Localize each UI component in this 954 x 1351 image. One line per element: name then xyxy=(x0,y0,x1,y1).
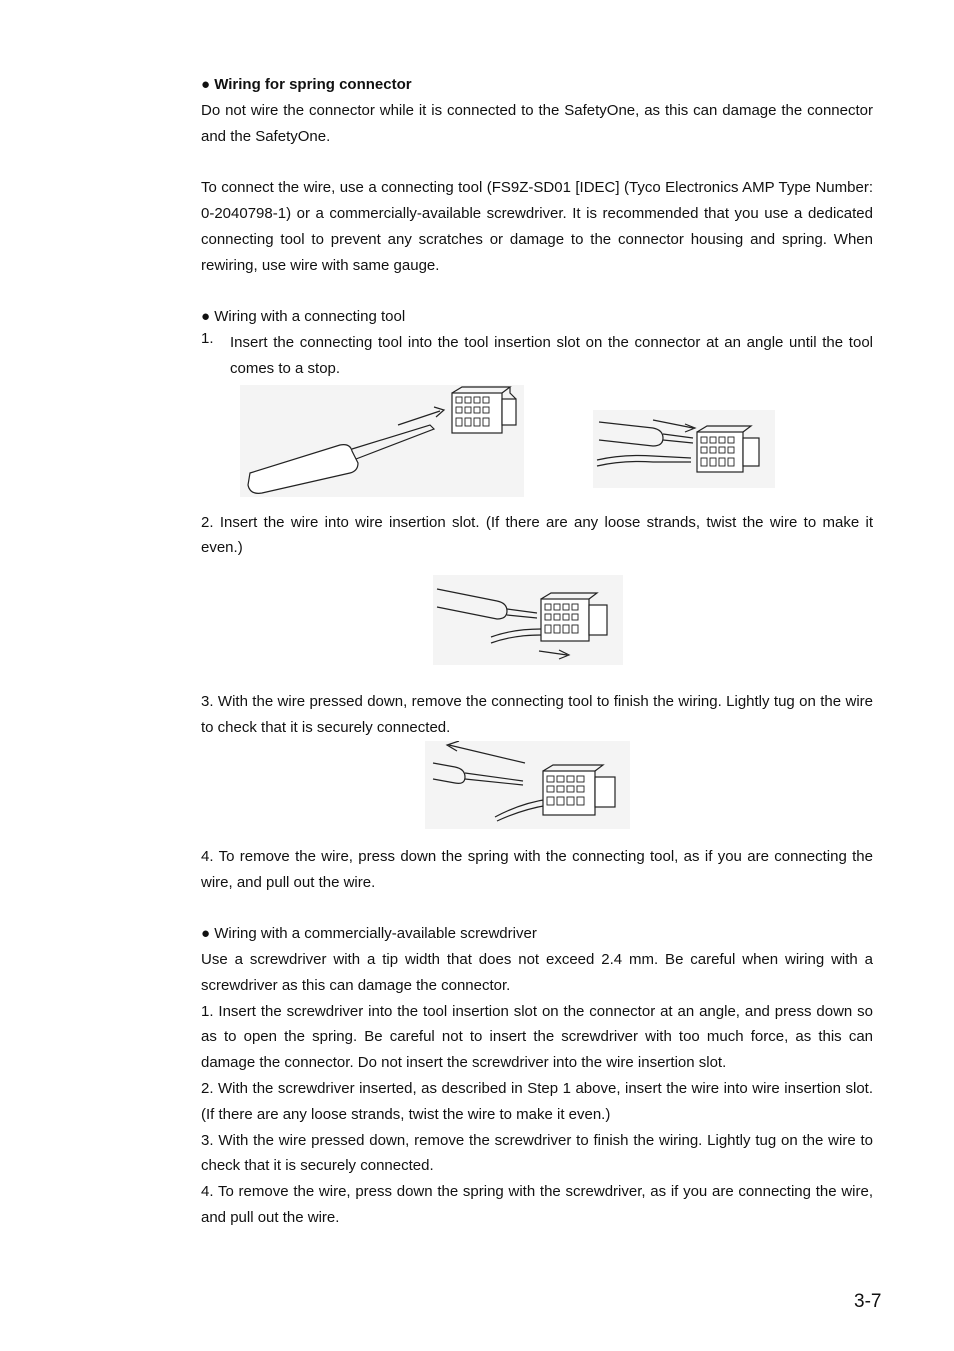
tool-step-1-text: Insert the connecting tool into the tool insertion slot on the connector at an angle until the tool comes to a stop. xyxy=(230,333,873,377)
tool-step-2: 2. Insert the wire into wire insertion slot. (If there are any loose strands, twist the wire to make it even.) xyxy=(201,513,873,557)
page-number: 3-7 xyxy=(854,1291,882,1312)
figure-tool-wire-insert xyxy=(593,410,775,488)
tool-step-3: 3. With the wire pressed down, remove the connecting tool to finish the wiring. Lightly tug on the wire to check that it is securely connected. xyxy=(201,693,873,736)
intro-paragraph: To connect the wire, use a connecting tool (FS9Z-SD01 [IDEC] (Tyco Electronics AMP Type Number: 0-2040798-1) or a commercially-available screwdriver. It is recommended that you use a dedicated connecting tool to prevent any scratches or damage to the connector housing and spring. When rewiring, use wire with same gauge. xyxy=(201,179,873,274)
tool-step-4: 4. To remove the wire, press down the spring with the connecting tool, as if you are connecting the wire, and pull out the wire. xyxy=(201,847,873,891)
screwdriver-step-2: 2. With the screwdriver inserted, as described in Step 1 above, insert the wire into wire insertion slot. (If there are any loose strands, twist the wire to make it even.) xyxy=(201,1079,873,1123)
tool-step-1 xyxy=(201,330,873,382)
warning-paragraph: Do not wire the connector while it is connected to the SafetyOne, as this can damage the connector and the SafetyOne. xyxy=(201,101,873,145)
tool-heading: ● Wiring with a connecting tool xyxy=(201,308,406,326)
screwdriver-step-1: 1. Insert the screwdriver into the tool insertion slot on the connector at an angle, and press down so as to open the spring. Be careful not to insert the screwdriver with too much force, as this can damage the connector. Do not insert the screwdriver into the wire insertion slot. xyxy=(201,1002,873,1072)
section-heading: ● Wiring for spring connector xyxy=(201,76,412,93)
screwdriver-step-4: 4. To remove the wire, press down the spring with the screwdriver, as if you are connecting the wire, and pull out the wire. xyxy=(201,1183,873,1226)
screwdriver-heading: ● Wiring with a commercially-available screwdriver xyxy=(201,925,537,943)
screwdriver-step-3: 3. With the wire pressed down, remove the screwdriver to finish the wiring. Lightly tug on the wire to check that it is securely connected. xyxy=(201,1131,873,1175)
tool-step-1-number: 1. xyxy=(201,329,214,347)
figure-tool-remove xyxy=(425,741,630,829)
screwdriver-note: Use a screwdriver with a tip width that does not exceed 2.4 mm. Be careful when wiring with a screwdriver as this can damage the connector. xyxy=(201,950,873,994)
figure-tool-insert xyxy=(240,385,524,497)
figure-wire-insert xyxy=(433,575,623,665)
